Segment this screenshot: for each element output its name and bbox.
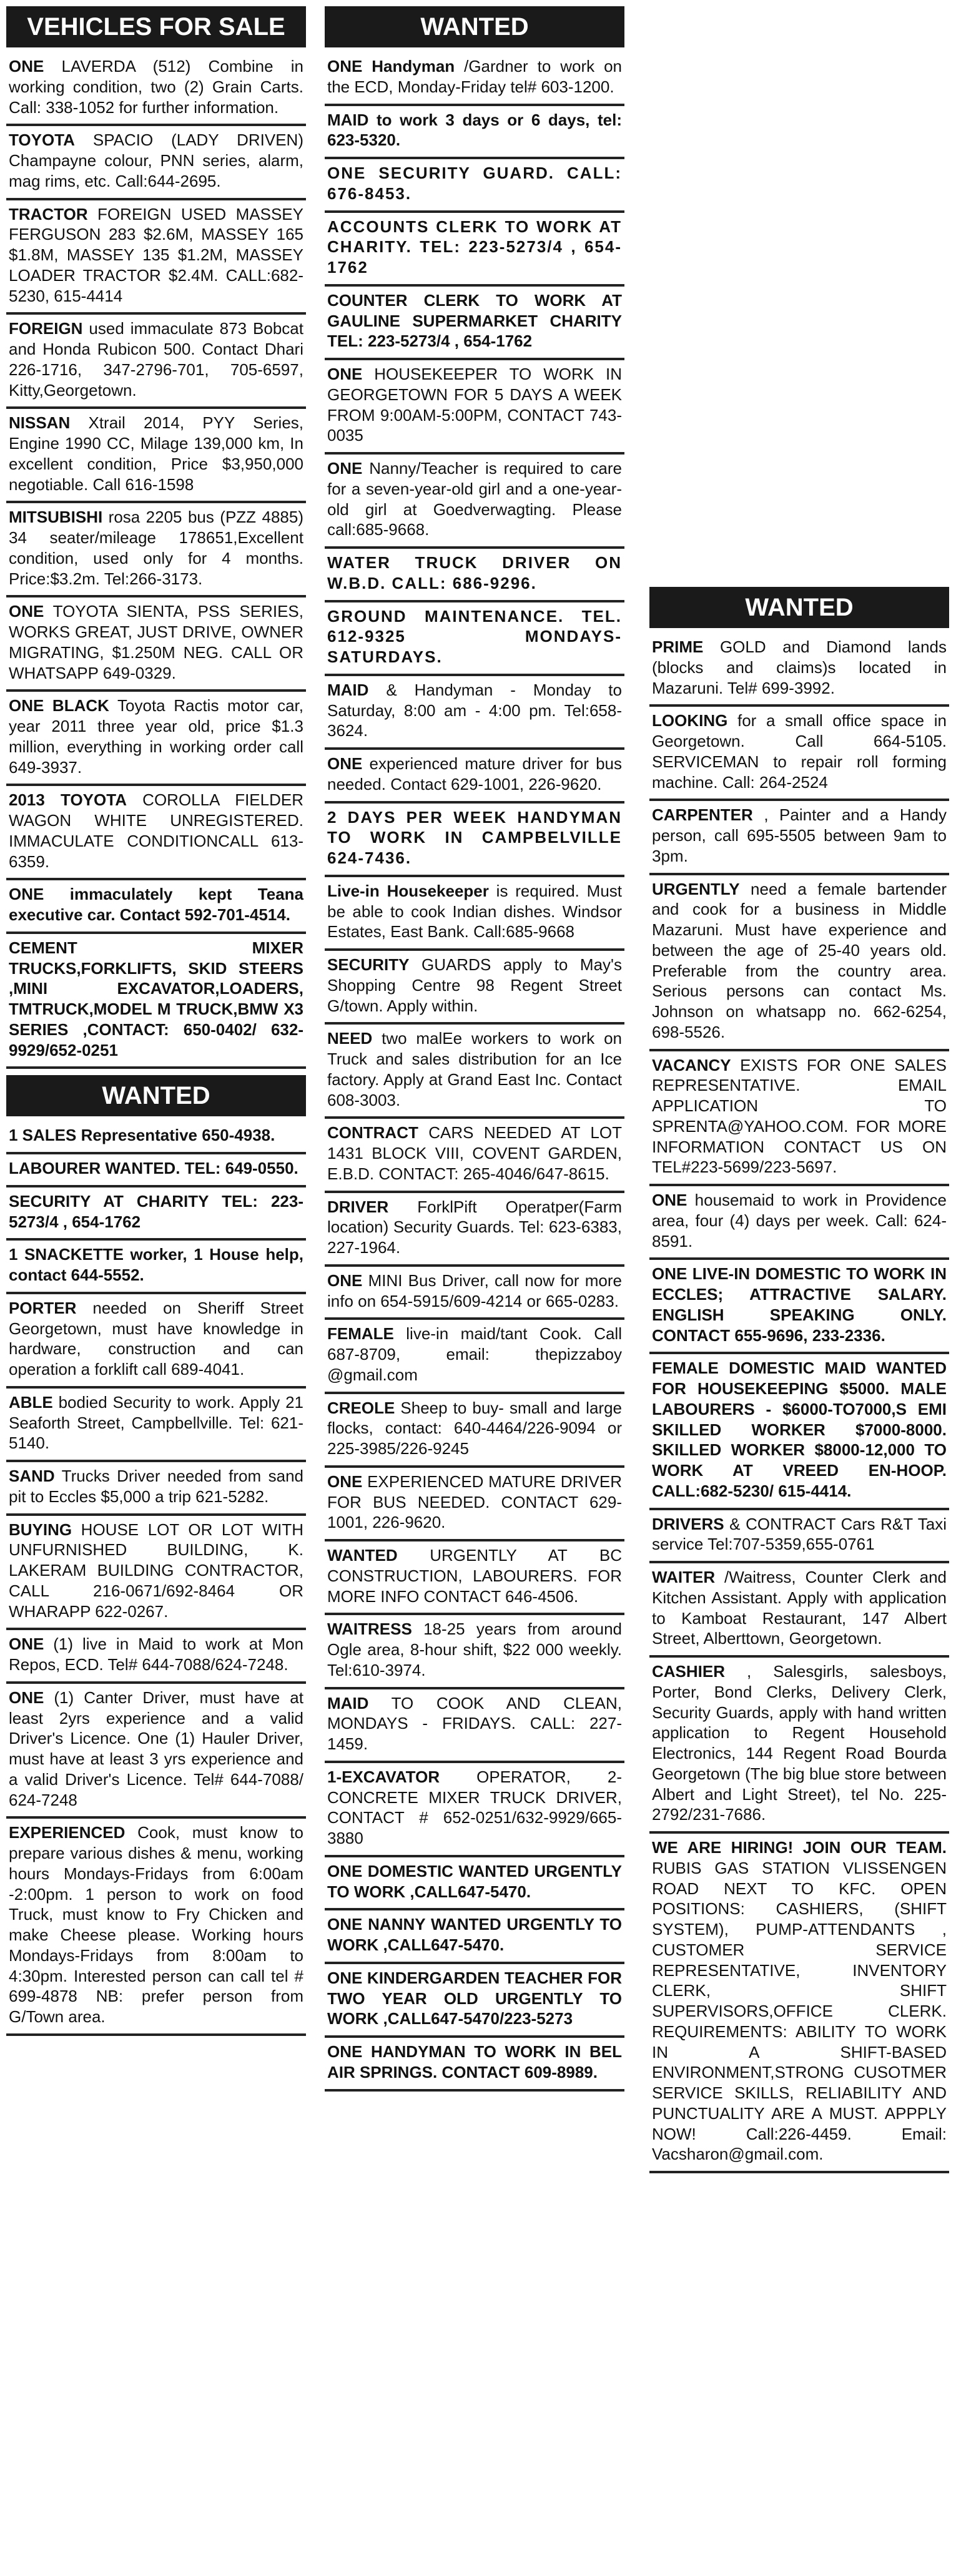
classified-ad (325, 1964, 624, 2038)
section-header-wanted: WANTED (325, 6, 624, 47)
ad-text: /Waitress, Counter Clerk and Kitchen Assistant. Apply with application to Kamboat Restaurant, 147 Albert Street, Alberttown, Georgetown. (652, 1568, 947, 1648)
ad-lead: Live-in Housekeeper (327, 881, 489, 900)
ad-lead: ONE BLACK (9, 696, 109, 715)
classified-ad (6, 1630, 306, 1684)
ad-lead: VACANCY (652, 1055, 731, 1074)
ad-text: MINI Bus Driver, call now for more info on 654-5915/609-4214 or 665-0283. (327, 1271, 622, 1310)
ad-lead: ONE (9, 602, 44, 621)
ad-lead: ONE Handyman (327, 57, 455, 76)
ad-text: HOUSE LOT OR LOT WITH UNFURNISHED BUILDING, K. LAKERAM BUILDING CONTRACTOR, CALL 216-0671/692-8464 OR WHARAPP 622-0267. (9, 1520, 303, 1621)
ad-lead: ONE (9, 1688, 44, 1707)
classified-ad (6, 1684, 306, 1819)
classified-ad (325, 1267, 624, 1320)
classified-ad (325, 1615, 624, 1689)
ad-lead: ONE (652, 1191, 687, 1209)
ad-lead: CONTRACT (327, 1123, 418, 1143)
classified-ad (649, 1260, 949, 1354)
ad-lead: SECURITY (327, 955, 410, 974)
ad-lead: SECURITY AT CHARITY TEL: 223-5273/4 , 654-1762 (9, 1191, 303, 1231)
classified-ad (6, 52, 306, 126)
ad-lead: CEMENT MIXER TRUCKS,FORKLIFTS, SKID STEERS ,MINI EXCAVATOR,LOADERS, TMTRUCK,MODEL M TRUCK,BMW X3 SERIES ,CONTACT: 650-0402/ 632-9929/652-0251 (9, 938, 303, 1059)
ad-text: Trucks Driver needed from sand pit to Eccles $5,000 a trip 621-5282. (9, 1467, 303, 1506)
classified-ad (649, 1834, 949, 2173)
ad-lead: WE ARE HIRING! JOIN OUR TEAM. (652, 1838, 947, 1857)
classified-ad (325, 1025, 624, 1119)
classified-ad (6, 1516, 306, 1631)
ad-lead: WAITER (652, 1568, 716, 1586)
ad-lead: CARPENTER (652, 805, 753, 825)
classified-ad (325, 287, 624, 360)
ad-text: Toyota Ractis motor car, year 2011 three year old, price $1.3 million, everything in working order call 649-3937. (9, 696, 303, 777)
ad-lead: CREOLE (327, 1398, 395, 1417)
classified-ad (649, 875, 949, 1051)
ad-text: GOLD and Diamond lands (blocks and claims)s located in Mazaruni. Tel# 699-3992. (652, 637, 947, 697)
classified-ad (325, 455, 624, 549)
classified-ad (325, 159, 624, 213)
classified-ad (325, 549, 624, 602)
ad-lead: ONE (327, 459, 363, 478)
classified-ad (6, 597, 306, 692)
classified-ad (6, 1121, 306, 1154)
ad-lead: ONE (9, 1635, 44, 1654)
ad-lead: BUYING (9, 1520, 72, 1539)
ad-text: (1) live in Maid to work at Mon Repos, ECD. Tel# 644-7088/624-7248. (9, 1635, 303, 1674)
column-vehicles (6, 6, 306, 2036)
classified-ad (6, 126, 306, 200)
ad-lead: ABLE (9, 1392, 53, 1412)
blank-space (649, 6, 949, 587)
ad-lead: LABOURER WANTED. TEL: 649-0550. (9, 1159, 298, 1177)
classified-ad (6, 315, 306, 409)
classified-ad (649, 707, 949, 801)
ad-lead: ONE NANNY WANTED URGENTLY TO WORK ,CALL647-5470. (327, 1915, 622, 1954)
ad-lead: 1 SNACKETTE worker, 1 House help, contact 644-5552. (9, 1245, 303, 1284)
classified-ad (649, 1510, 949, 1564)
ad-lead: 1-EXCAVATOR (327, 1767, 440, 1786)
ad-lead: COUNTER CLERK TO WORK AT GAULINE SUPERMARKET CHARITY TEL: 223-5273/4 , 654-1762 (327, 290, 622, 351)
classified-ad (325, 877, 624, 951)
classified-ad (325, 52, 624, 106)
ad-text: (1) Canter Driver, must have at least 2yrs experience and a valid Driver's Licence. One (1) Hauler Driver, must have at least 3 yrs experience and a valid Driver's Licence. Tel# 644-7088/ 624-7248 (9, 1688, 303, 1809)
ad-text: SPACIO (LADY DRIVEN) Champayne colour, PNN series, alarm, mag rims, etc. Call:644-2695. (9, 130, 303, 190)
classified-ad (325, 360, 624, 455)
classified-ad (325, 750, 624, 804)
ad-text: , Salesgirls, salesboys, Porter, Bond Clerks, Delivery Clerk, Security Guards, apply with hand written application to Regent Household Electronics, 144 Regent Road Bourda Georgetown (The big blue store between Albert and Light Street), tel No. 225-2792/231-7686. (652, 1662, 947, 1824)
ad-lead: ONE immaculately kept Teana executive car. Contact 592-701-4514. (9, 885, 303, 924)
ad-text: housemaid to work in Providence area, four (4) days per week. Call: 624-8591. (652, 1191, 947, 1251)
classified-ad (649, 1051, 949, 1187)
ad-lead: PORTER (9, 1298, 77, 1317)
classified-ad (325, 1910, 624, 1964)
section-header-wanted: WANTED (649, 587, 949, 628)
ad-text: URGENTLY AT BC CONSTRUCTION, LABOURERS. FOR MORE INFO CONTACT 646-4506. (327, 1546, 622, 1606)
ad-lead: WANTED (327, 1546, 398, 1565)
ad-lead: MAID (327, 680, 369, 699)
ad-lead: DRIVER (327, 1197, 389, 1216)
ad-lead: WATER TRUCK DRIVER ON W.B.D. CALL: 686-9296. (327, 553, 622, 592)
classified-ad (6, 880, 306, 934)
ad-lead: ONE SECURITY GUARD. CALL: 676-8453. (327, 164, 622, 203)
classified-ad (325, 213, 624, 287)
ad-text: rosa 2205 bus (PZZ 4885) 34 seater/mileage 178651,Excellent condition, used only for 4 months. Price:$3.2m. Tel:266-3173. (9, 508, 303, 588)
classified-ad (325, 1193, 624, 1267)
ad-text: & Handyman - Monday to Saturday, 8:00 am - 4:00 pm. Tel:658-3624. (327, 680, 622, 740)
classified-ad (649, 1354, 949, 1510)
classified-ad (6, 1819, 306, 2036)
ad-lead: ONE KINDERGARDEN TEACHER FOR TWO YEAR OLD URGENTLY TO WORK ,CALL647-5470/223-5273 (327, 1968, 622, 2028)
ad-lead: EXPERIENCED (9, 1823, 126, 1842)
ad-text: used immaculate 873 Bobcat and Honda Rubicon 500. Contact Dhari 226-1716, 347-2796-701, 705-6597, Kitty,Georgetown. (9, 319, 303, 400)
ad-text: /Gardner to work on the ECD, Monday-Friday tel# 603-1200. (327, 57, 622, 96)
classified-ad (649, 633, 949, 707)
ad-text: Cook, must know to prepare various dishes & menu, working hours Mondays-Fridays from 6:00am -2:00pm. 1 person to work on food Truck, must know to Fry Chicken and make Cheese please. Working hours Mondays-Fridays from 8:00am to 4:30pm. Interested person can call tel # 699-4878 NB: prefer person from G/Town area. (9, 1823, 303, 2026)
ad-list (6, 1121, 306, 2036)
classified-ad (325, 1763, 624, 1857)
ad-lead: DRIVERS (652, 1514, 724, 1533)
ad-lead: PRIME (652, 637, 704, 656)
ad-lead: ONE (327, 1472, 363, 1491)
ad-text: need a female bartender and cook for a business in Middle Mazaruni. Must have experience and between the age of 25-40 years old. Preferable from the country area. Serious persons can contact Ms. Johnson on whatsapp no. 662-6254, 698-5526. (652, 879, 947, 1041)
classified-ad (649, 1563, 949, 1658)
ad-text: for a small office space in Georgetown. Call 664-5105. SERVICEMAN to repair roll forming machine. Call: 264-2524 (652, 711, 947, 792)
ad-text: FOREIGN USED MASSEY FERGUSON 283 $2.6M, MASSEY 165 $1.8M, MASSEY 135 $1.2M, MASSEY LOADER TRACTOR $2.4M. CALL:682-5230, 615-4414 (9, 204, 303, 305)
ad-text: HOUSEKEEPER TO WORK IN GEORGETOWN FOR 5 DAYS A WEEK FROM 9:00AM-5:00PM, CONTACT 743-0035 (327, 365, 622, 445)
ad-text: 18-25 years from around Ogle area, 8-hour shift, $22 000 weekly. Tel:610-3974. (327, 1620, 622, 1679)
ad-lead: ONE (9, 57, 44, 76)
ad-lead: NISSAN (9, 413, 71, 433)
ad-lead: 2 DAYS PER WEEK HANDYMAN TO WORK IN CAMPBELVILLE 624-7436. (327, 807, 622, 867)
ad-lead: 2013 TOYOTA (9, 790, 127, 810)
ad-list (325, 52, 624, 2092)
ad-text: LAVERDA (512) Combine in working condition, two (2) Grain Carts. Call: 338-1052 for further information. (9, 57, 303, 117)
ad-text: GUARDS apply to May's Shopping Centre 98 Regent Street G/town. Apply within. (327, 955, 622, 1015)
ad-lead: URGENTLY (652, 879, 740, 898)
ad-text: ForklPift Operatper(Farm location) Security Guards. Tel: 623-6383, 227-1964. (327, 1197, 622, 1257)
classified-ad (325, 106, 624, 160)
ad-text: is required. Must be able to cook Indian dishes. Windsor Estates, East Bank. Call:685-9668 (327, 881, 623, 941)
ad-lead: MITSUBISHI (9, 508, 103, 527)
ad-text: live-in maid/tant Cook. Call 687-8709, email: thepizzaboy @gmail.com (327, 1324, 622, 1384)
ad-text: Xtrail 2014, PYY Series, Engine 1990 CC, Milage 139,000 km, In excellent condition, Price $3,950,000 negotiable. Call 616-1598 (9, 413, 303, 494)
classified-ad (325, 2038, 624, 2092)
ad-lead: ONE (327, 754, 363, 773)
classified-ad (6, 1187, 306, 1241)
classified-ad (649, 1658, 949, 1834)
ad-lead: NEED (327, 1029, 373, 1048)
classified-ad (6, 409, 306, 503)
column-wanted-right (649, 6, 949, 2173)
classified-ad (649, 1186, 949, 1260)
classified-ad (325, 1468, 624, 1541)
ad-text: COROLLA FIELDER WAGON WHITE UNREGISTERED. IMMACULATE CONDITIONCALL 613-6359. (9, 790, 303, 871)
classified-ad (6, 692, 306, 786)
ad-lead: FEMALE DOMESTIC MAID WANTED FOR HOUSEKEEPING $5000. MALE LABOURERS - $6000-TO7000,S EMI SKILLED WORKER $7000-8000. SKILLED WORKER $8000-12,000 TO WORK AT VREED EN-HOOP. CALL:682-5230/ 615-4414. (652, 1359, 947, 1500)
ad-list (6, 52, 306, 1069)
classified-ad (325, 1541, 624, 1615)
section-header-vehicles: VEHICLES FOR SALE (6, 6, 306, 47)
ad-text: two malEe workers to work on Truck and sales distribution for an Ice factory. Apply at Grand East Inc. Contact 608-3003. (327, 1029, 622, 1109)
ad-text: , Painter and a Handy person, call 695-5505 between 9am to 3pm. (652, 805, 947, 865)
ad-lead: FEMALE (327, 1324, 394, 1344)
classified-ad (325, 804, 624, 877)
ad-text: CARS NEEDED AT LOT 1431 BLOCK VIII, COVENT GARDEN, E.B.D. CONTACT: 265-4046/647-8615. (327, 1123, 622, 1183)
classified-ad (6, 1294, 306, 1389)
classified-ad (6, 1241, 306, 1294)
ad-lead: TOYOTA (9, 130, 75, 150)
classified-ad (6, 200, 306, 315)
ad-text: TO COOK AND CLEAN, MONDAYS - FRIDAYS. CALL: 227-1459. (327, 1693, 622, 1753)
classified-ad (6, 1154, 306, 1187)
ad-text: Sheep to buy- small and large flocks, contact: 640-4464/226-9094 or 225-3985/226-9245 (327, 1398, 622, 1458)
ad-lead: GROUND MAINTENANCE. TEL. 612-9325 MONDAYS-SATURDAYS. (327, 606, 622, 666)
ad-text: OPERATOR, 2- CONCRETE MIXER TRUCK DRIVER, CONTACT # 652-0251/632-9929/665-3880 (327, 1767, 622, 1847)
ad-lead: TRACTOR (9, 204, 88, 224)
classified-ad (325, 951, 624, 1025)
classified-ad (6, 1389, 306, 1462)
ad-text: EXISTS FOR ONE SALES REPRESENTATIVE. EMAIL APPLICATION TO SPRENTA@YAHOO.COM. FOR MORE INFORMATION CONTACT US ON TEL#223-5699/223-5697. (652, 1055, 947, 1177)
classified-ad (325, 1119, 624, 1192)
ad-lead: CASHIER (652, 1662, 726, 1681)
ad-text: needed on Sheriff Street Georgetown, must have knowledge in hardware, construction and can operation a forklift call 689-4041. (9, 1298, 303, 1379)
ad-lead: ONE HANDYMAN TO WORK IN BEL AIR SPRINGS. CONTACT 609-8989. (327, 2042, 622, 2082)
ad-lead: SAND (9, 1467, 55, 1485)
ad-text: & CONTRACT Cars R&T Taxi service Tel:707-5359,655-0761 (652, 1514, 947, 1554)
ad-text: EXPERIENCED MATURE DRIVER FOR BUS NEEDED. CONTACT 629-1001, 226-9620. (327, 1472, 622, 1532)
classified-ad (325, 1320, 624, 1394)
classified-ad (6, 934, 306, 1069)
ad-lead: 1 SALES Representative 650-4938. (9, 1126, 275, 1145)
ad-lead: ONE (327, 365, 363, 383)
classified-ad (325, 1394, 624, 1468)
classified-ad (6, 503, 306, 597)
ad-text: TOYOTA SIENTA, PSS SERIES, WORKS GREAT, JUST DRIVE, OWNER MIGRATING, $1.250M NEG. CALL OR WHATSAPP 649-0329. (9, 602, 303, 682)
ad-lead: MAID (327, 1693, 369, 1713)
classified-ad (6, 1462, 306, 1516)
ad-lead: ONE LIVE-IN DOMESTIC TO WORK IN ECCLES; ATTRACTIVE SALARY. ENGLISH SPEAKING ONLY. CONTACT 655-9696, 233-2336. (652, 1264, 947, 1345)
section-header-wanted: WANTED (6, 1075, 306, 1116)
classified-ad (325, 602, 624, 676)
ad-text: experienced mature driver for bus needed. Contact 629-1001, 226-9620. (327, 754, 622, 794)
ad-text: Nanny/Teacher is required to care for a seven-year-old girl and a one-year-old girl at Goedverwagting. Please call:685-9668. (327, 459, 622, 539)
classified-ad (325, 1857, 624, 1911)
ad-lead: LOOKING (652, 711, 728, 730)
ad-lead: ACCOUNTS CLERK TO WORK AT CHARITY. TEL: 223-5273/4 , 654-1762 (327, 217, 622, 277)
ad-text: bodied Security to work. Apply 21 Seaforth Street, Campbellville. Tel: 621-5140. (9, 1392, 303, 1453)
ad-lead: MAID to work 3 days or 6 days, tel: 623-5320. (327, 110, 622, 150)
ad-lead: FOREIGN (9, 319, 83, 338)
ad-text: RUBIS GAS STATION VLISSENGEN ROAD NEXT TO KFC. OPEN POSITIONS: CASHIERS, (SHIFT SYSTEM), PUMP-ATTENDANTS , CUSTOMER SERVICE REPRESENTATIVE, INVENTORY CLERK, SHIFT SUPERVISORS,OFFICE CLERK. REQUIREMENTS: ABILITY TO WORK IN A SHIFT-BASED ENVIRONMENT,STRONG CUSOTMER SERVICE SKILLS, RELIABILITY AND PUNCTUALITY ARE A MUST. APPPLY NOW! Call:226-4459. Email: Vacsharon@gmail.com. (652, 1858, 947, 2164)
classified-ad (649, 801, 949, 875)
ad-lead: ONE DOMESTIC WANTED URGENTLY TO WORK ,CALL647-5470. (327, 1861, 622, 1901)
classified-ad (325, 1689, 624, 1763)
ad-lead: WAITRESS (327, 1620, 412, 1639)
ad-list (649, 633, 949, 2173)
classified-ad (325, 676, 624, 750)
classified-ad (6, 786, 306, 880)
column-wanted-middle (325, 6, 624, 2092)
ad-lead: ONE (327, 1271, 363, 1290)
